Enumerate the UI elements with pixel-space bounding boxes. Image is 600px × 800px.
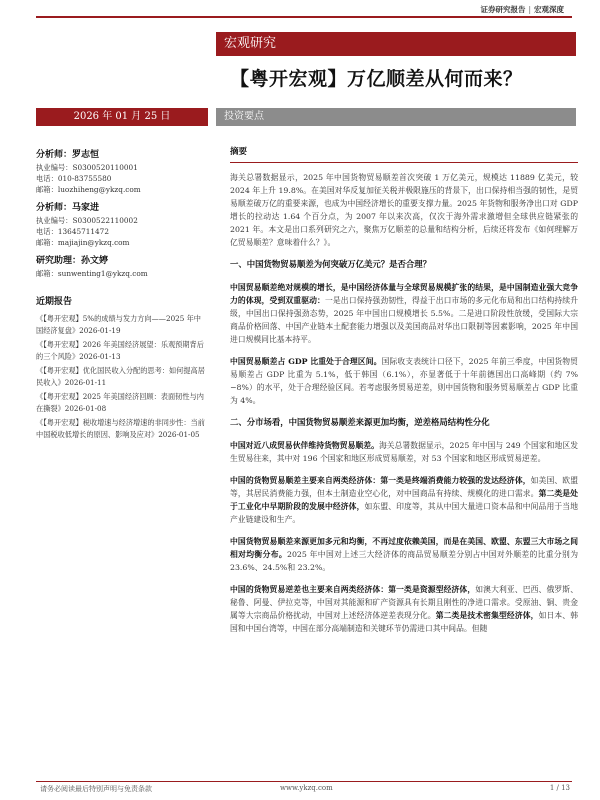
main-content — [230, 146, 578, 644]
analyst-phone: 电话：010-83755580 — [36, 174, 112, 183]
paragraph-lead: 中国贸易顺差占 GDP 比重处于合理区间。 — [230, 357, 382, 366]
assistant-name: 研究助理：孙文婷 — [36, 256, 109, 266]
paragraph-lead: 中国的货物贸易顺差主要来自两类经济体：第一类是终端消费能力较强的发达经济体， — [230, 476, 531, 485]
paragraph-body: 国际收支表统计口径下，2025 年前三季度，中国货物贸易顺差占 GDP 比重为 5.1%，低于韩国（6.1%），亦显著低于十年前德国出口高峰期（约 7%−8%）的水平，处于合理经验区间。若考虑服务贸易逆差，则中国货物和服务贸易顺差占 GDP 比重为 4%。 — [230, 357, 578, 405]
sidebar — [36, 150, 208, 443]
section-tag: 宏观研究 — [216, 32, 576, 56]
assistant-block — [36, 256, 208, 279]
paragraph-body: 如日本、韩国和中国台湾等，中国在部分高端制造和关键环节仍需进口其中间品。但随 — [230, 611, 579, 633]
footer-disclaimer[interactable]: 请务必阅读最后特别声明与免责条款 — [40, 785, 152, 793]
report-date: 2026 年 01 月 25 日 — [36, 108, 208, 126]
paragraph-body: 如澳大利亚、巴西、俄罗斯、秘鲁、阿曼、伊拉克等，中国对其能源和矿产资源具有长期且刚性的净进口需求。受原油、铜、贵金属等大宗商品价格扰动，中国对上述经济体逆差表现分化。 — [230, 585, 579, 620]
analyst-block — [36, 150, 208, 195]
paragraph-lead: 中国贸易顺差绝对规模的增长，是中国经济体量与全球贸易规模扩张的结果，是中国制造业强大竞争力的体现，受到双重驱动： — [230, 283, 578, 305]
paragraph-body: 如东盟、印度等，其从中国大量进口资本品和中间品用于当地产业链建设和生产。 — [230, 502, 578, 524]
abstract-label: 摘要 — [230, 146, 578, 163]
paragraph-lead: 中国货物贸易顺差来源更加多元和均衡，不再过度依赖美国，而是在美国、欧盟、东盟三大市场之间相对均衡分布。 — [230, 537, 578, 559]
paragraph-lead: 第二类是技术密集型经济体， — [435, 611, 539, 620]
paragraph — [230, 583, 578, 635]
recent-report-link[interactable]: 《【粤开宏观】优化国民收入分配的思考：如何提高居民收入》2026-01-11 — [36, 366, 205, 387]
footer-rule — [36, 781, 572, 782]
analyst-name: 分析师：马家进 — [36, 203, 100, 213]
analyst-name: 分析师：罗志恒 — [36, 150, 100, 160]
paragraph — [230, 439, 578, 465]
analyst-license: 执业编号：S0300522110002 — [36, 216, 138, 225]
analyst-license: 执业编号：S0300520110001 — [36, 163, 138, 172]
recent-report-link[interactable]: 《【粤开宏观】5%的成绩与发力方向——2025 年中国经济复盘》2026-01-19 — [36, 314, 201, 335]
paragraph — [230, 355, 578, 407]
paragraph-body: 2025 年中国对上述三大经济体的商品贸易顺差分别占中国对外顺差的比重分别为 23.6%、24.5%和 23.2%。 — [230, 550, 578, 572]
recent-report-link[interactable]: 《【粤开宏观】2026 年美国经济展望：乐观预期背后的三个风险》2026-01-13 — [36, 340, 204, 361]
analyst-phone: 电话：13645711472 — [36, 227, 109, 236]
report-header — [480, 4, 564, 15]
report-category: 宏观深度 — [534, 5, 564, 14]
paragraph-lead: 中国的货物贸易逆差也主要来自两类经济体：第一类是资源型经济体， — [230, 585, 476, 594]
recent-reports-title: 近期报告 — [36, 297, 73, 307]
page-number: 1 / 13 — [549, 784, 570, 792]
paragraph-body: 如美国、欧盟等，其居民消费能力强，但本土制造业空心化，对中国商品有持续、规模化的进口需求。 — [230, 476, 578, 498]
header-rule — [36, 16, 572, 18]
section-heading-2: 二、分市场看，中国货物贸易顺差来源更加均衡，逆差格局结构性分化 — [230, 417, 490, 427]
analyst-email[interactable]: 邮箱：luozhiheng@ykzq.com — [36, 185, 141, 194]
paragraph-lead: 第二类是处于工业化中早期阶段的发展中经济体， — [230, 489, 579, 511]
paragraph-body: 海关总署数据显示，2025 年中国与 249 个国家和地区发生贸易往来，其中对 196 个国家和地区形成贸易顺差，对 53 个国家和地区形成贸易逆差。 — [230, 441, 578, 463]
paragraph — [230, 474, 578, 526]
analyst-block — [36, 203, 208, 248]
analyst-email[interactable]: 邮箱：majiajin@ykzq.com — [36, 238, 130, 247]
report-title: 【粤开宏观】万亿顺差从何而来？ — [230, 68, 523, 90]
paragraph-body: 一是出口保持强劲韧性，得益于出口市场的多元化布局和出口结构持续升级，中国出口保持强劲态势，2025 年中国出口规模增长 5.5%。二是进口阶段性放缓，受国际大宗商品价格回落、中国产业链本土配套能力增强以及美国商品对华出口限制等因素影响，2025 年中国进口规模同比基本持平。 — [230, 296, 579, 344]
assistant-email[interactable]: 邮箱：sunwenting1@ykzq.com — [36, 269, 148, 278]
paragraph-lead: 中国对近八成贸易伙伴维持货物贸易顺差。 — [230, 441, 379, 450]
paragraph — [230, 281, 578, 346]
recent-report-link[interactable]: 《【粤开宏观】2025 年美国经济回顾：表面韧性与内在撕裂》2026-01-08 — [36, 392, 204, 413]
footer-website[interactable]: www.ykzq.com — [280, 784, 333, 792]
paragraph — [230, 535, 578, 574]
report-type: 证券研究报告 — [480, 5, 526, 14]
summary-tag: 投资要点 — [216, 108, 576, 126]
header-separator: | — [528, 5, 531, 14]
intro-paragraph: 海关总署数据显示，2025 年中国货物贸易顺差首次突破 1 万亿美元，规模达 11889 亿美元，较 2024 年上升 19.8%。在美国对华反复加征关税并极限施压的背景下，出口保持相当强的韧性，是贸易顺差破万亿的重要来源，也成为中国经济增长的重要支撑力量。2025 年货物和服务净出口对 GDP 增长的拉动达 1.64 个百分点，为 2007 年以来次高，仅次于海外需求激增但全球供应链紧张的 2021 年。本文是出口系列研究之六，聚焦万亿顺差的总量和结构分析，后续还将发布《如何理解万亿贸易顺差？意味着什么？》。 — [230, 173, 578, 247]
recent-report-link[interactable]: 《【粤开宏观】税收增速与经济增速的非同步性：当前中国税收低增长的原因、影响及应对》2026-01-05 — [36, 418, 205, 439]
section-heading-1: 一、中国货物贸易顺差为何突破万亿美元？是否合理？ — [230, 259, 431, 269]
